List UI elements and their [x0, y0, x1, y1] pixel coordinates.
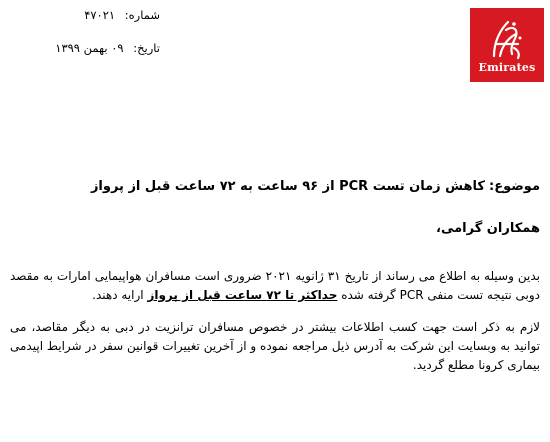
- emirates-logo: [470, 8, 544, 82]
- letter-meta: [10, 8, 160, 74]
- paragraph-1-emphasis: حداکثر تا ۷۲ ساعت قبل از پرواز: [147, 288, 338, 302]
- subject-line: [91, 179, 540, 194]
- subject-text: کاهش زمان تست PCR از ۹۶ ساعت به ۷۲ ساعت قبل از پرواز: [90, 179, 485, 194]
- paragraph-1: [10, 267, 540, 305]
- letter-number-value: ۴۷۰۲۱: [84, 8, 116, 22]
- letter-date: [10, 41, 160, 55]
- letter-number-label: شماره:: [124, 8, 160, 22]
- letter-number: [10, 8, 160, 22]
- letter-date-value: ۰۹ بهمن ۱۳۹۹: [55, 41, 124, 55]
- emirates-wordmark: Emirates: [478, 61, 536, 74]
- paragraph-1-text-b: ارایه دهند.: [92, 288, 144, 302]
- subject-label: موضوع:: [489, 179, 540, 194]
- paragraph-1-text-a: بدین وسیله به اطلاع می رساند از تاریخ ۳۱ ژانویه ۲۰۲۱ ضروری است مسافران هواپیمایی امارات به مقصد دوبی نتیجه تست منفی PCR گرفته شده: [10, 269, 540, 302]
- salutation: همکاران گرامی،: [436, 221, 540, 236]
- letter-date-label: تاریخ:: [133, 41, 160, 55]
- paragraph-2: لازم به ذکر است جهت کسب اطلاعات بیشتر در خصوص مسافران ترانزیت در دبی به دیگر مقاصد، می توانید به وبسایت این شرکت به آدرس ذیل مراجعه نموده و از آخرین تغییرات قوانین سفر در شرایط اپیدمی بیماری کرونا مطلع گردید.: [10, 320, 540, 372]
